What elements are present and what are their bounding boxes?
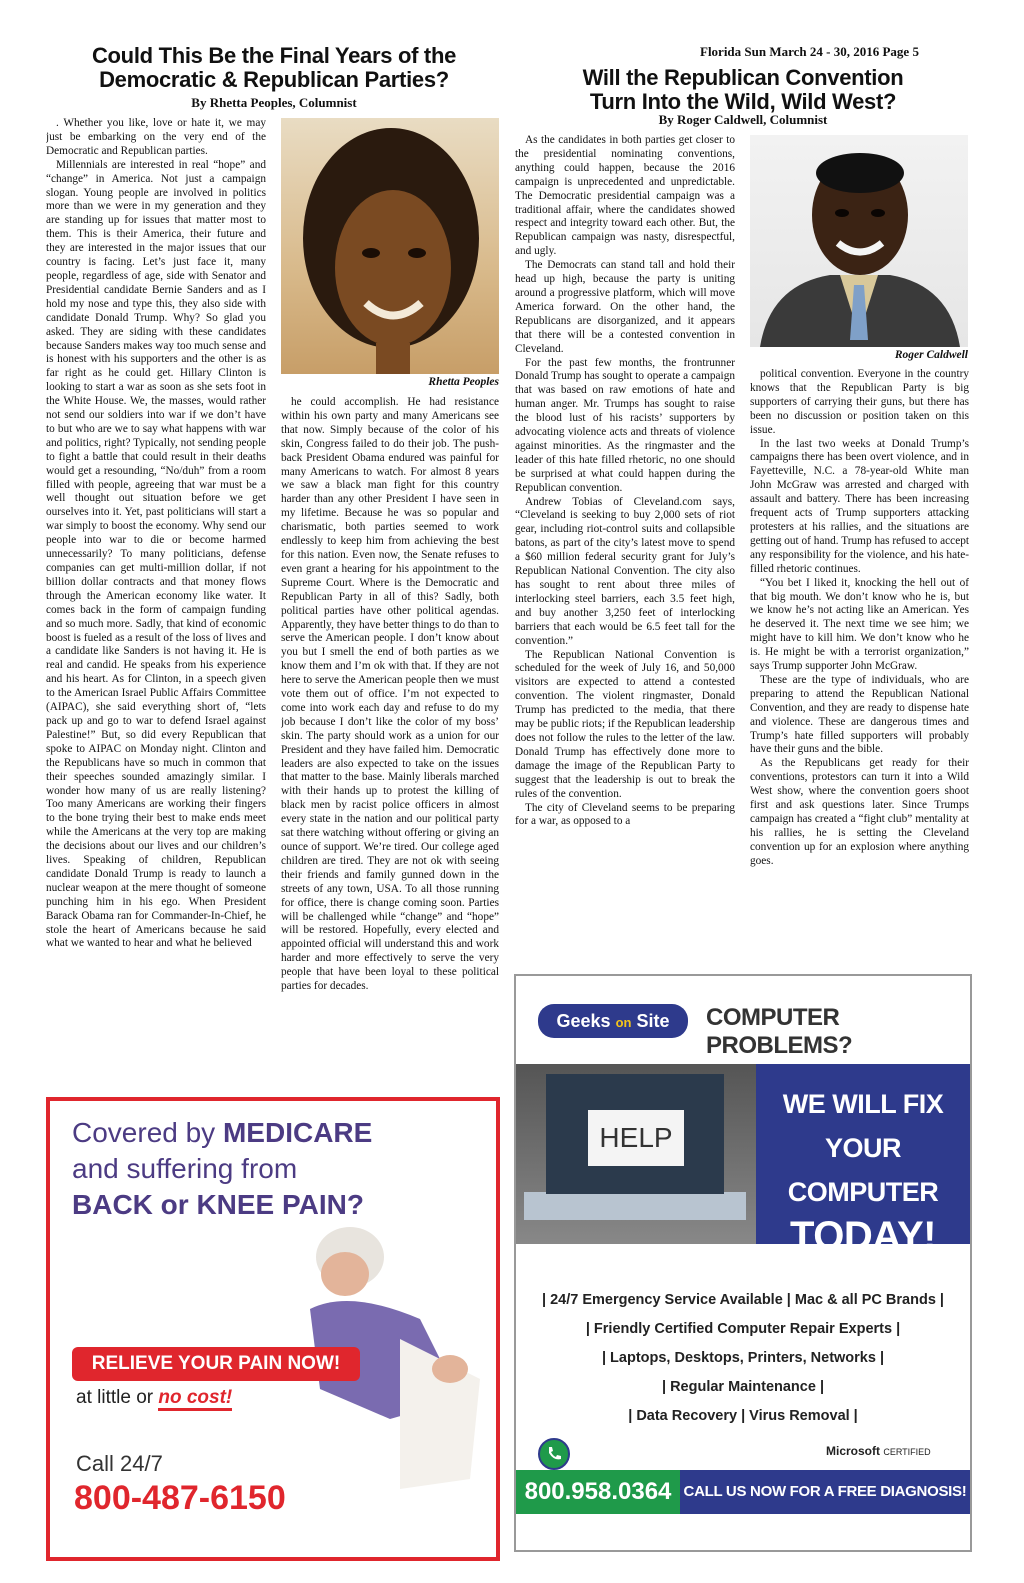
article-paragraph: The Democrats can stand tall and hold their head up high, because the party is uniting around a progressive platform, which will move America forward. On the other hand, the Republicans are disorganized, and it appears that there will be a contested convention in Cleveland. bbox=[515, 259, 735, 355]
medicare-phone[interactable]: 800-487-6150 bbox=[74, 1479, 286, 1517]
laptop-base bbox=[524, 1192, 746, 1220]
relieve-pain-banner[interactable]: RELIEVE YOUR PAIN NOW! bbox=[72, 1347, 360, 1381]
article2-column-2 bbox=[750, 368, 969, 968]
article-paragraph: political convention. Everyone in the country knows that the Republican Party is big supporters of carrying their guns, but there has been no discussion or position taken on this issue. bbox=[750, 368, 969, 436]
medicare-ad-line2: and suffering from bbox=[72, 1153, 298, 1184]
article-paragraph: “You bet I liked it, knocking the hell out of that big mouth. We don’t know who he is, but we know he’s not acting like an American. Yes he deserved it. The next time we see him; we might have to kill him. We don’t know who he is. He might be with a terrorist organization,” says Trump supporter John McGraw. bbox=[750, 576, 969, 673]
services-list bbox=[516, 1286, 970, 1431]
article2-headline-line1: Will the Republican Convention bbox=[582, 65, 904, 90]
article-paragraph: The city of Cleveland seems to be preparing for a war, as opposed to a bbox=[515, 801, 735, 828]
geeks-logo-c: Site bbox=[636, 1011, 670, 1031]
article2-headline bbox=[512, 66, 974, 114]
article1-photo-caption: Rhetta Peoples bbox=[428, 376, 499, 388]
article-paragraph: These are the type of individuals, who are preparing to attend the Republican National Convention, and they are ready to dispense hate and violence. These are dangerous times and Trump’s hate filled supporters will probably have their guns and the bible. bbox=[750, 673, 969, 756]
article-paragraph: As the Republicans get ready for their conventions, protestors can turn it into a Wild West show, where the convention goers shoot first and ask questions later. Since Trumps campaign has created a “fight club” mentality at his rallies, he is setting the Cleveland convention up for an explosion where anything goes. bbox=[750, 757, 969, 867]
article-paragraph: Andrew Tobias of Cleveland.com says, “Cleveland is seeking to buy 2,000 sets of riot gear, including riot-control suits and collapsible batons, as part of the city’s latest move to spend a $60 million federal security grant for July’s Republican National Convention. The city also has sought to rent about three miles of interlocking steel barriers, each 3.5 feet high, and buy another 3,250 feet of interlocking barriers that each would be 6.5 feet tall for the convention.” bbox=[515, 495, 735, 647]
medicare-ad-line3: BACK or KNEE PAIN? bbox=[72, 1189, 364, 1220]
cost-text-a: at little or bbox=[76, 1387, 159, 1408]
service-item: | 24/7 Emergency Service Available | Mac & all PC Brands | bbox=[542, 1292, 944, 1308]
article-paragraph: As the candidates in both parties get closer to the presidential nominating conventions, anything could happen, because the 2016 campaign is unprecedented and unpredictable. The Democratic presidential campaign was a traditional affair, where the candidates showed respect and integrity toward each other. But, the Republican campaign was nasty, disrespectful, and ugly. bbox=[515, 134, 735, 258]
medicare-ad-heading bbox=[72, 1115, 492, 1223]
medicare-ad[interactable] bbox=[46, 1097, 500, 1561]
cost-text-b: no cost! bbox=[158, 1387, 232, 1411]
ms-certified: CERTIFIED bbox=[883, 1447, 931, 1457]
geeks-phone[interactable]: 800.958.0364 bbox=[516, 1470, 680, 1514]
article2-photo-caption: Roger Caldwell bbox=[894, 349, 968, 361]
article1-headline-line2: Democratic & Republican Parties? bbox=[99, 67, 449, 92]
fix-line3: TODAY! bbox=[790, 1214, 936, 1258]
geeks-on-site-ad[interactable] bbox=[514, 974, 972, 1552]
masthead: Florida Sun March 24 - 30, 2016 Page 5 bbox=[700, 44, 919, 59]
geeks-logo-b: on bbox=[615, 1015, 632, 1030]
article-paragraph: Millennials are interested in real “hope” and “change” in America. Not just a campaign slogan. Young people are involved in politics more than we were in my generation and they are standing up for issues that matter most to them. This is their America, their future and they are interested in the major issues that our country is facing. Let’s just face it, many people, regardless of age, side with Senator and Presidential candidate Bernie Sanders and as I hold my nose and type this, they also side with candidate Donald Trump. Why? So glad you asked. They are siding with these candidates because Sanders makes way too much sense and is honest with his supporters and the other is as far right as he could get. Hillary Clinton is looking to start a war as soon as she sets foot in the White House. We, the masses, would rather not send our soldiers into war if we don’t have to but who are we to say what happens with war and politics, right? Typically, not sending people to fight a battle that could result in their deaths would get a resounding, “No/duh” from a room filled with people, agreeing that war must be a well thought out situation before we get ourselves into it. Yet, past politicians will start a war simply to boost the economy. Why send our people into war to die or become harmed unnecessarily? To many politicians, defense companies can get multi-million dollar, if not billion dollar contracts and that money flows through the American economy like water. It comes back in the form of campaign funding and so much more. Sadly, that kind of economic boost is fueled as a result of the loss of lives and a candidate like Sanders is not having it. He is real and candid. He speaks from his experience and his heart. As for Clinton, in a speech given to the American Israel Public Affairs Committee (AIPAC), she said everything short of, “lets pack up and go to war to defend Israel against Palestine!” But, so did every Republican that spoke to AIPAC on Monday night. Clinton and the Republicans have so much in common that their speeches sounded amazingly similar. I wonder how many of us are really listening? Too many Americans are working their fingers to the bone trying their best to make ends meet while the Americans at the very top are making the decisions about our lives and our children’s lives. Speaking of children, Republican candidate Donald Trump is ready to launch a nuclear weapon at the mere thought of someone punching him in his ego. When President Barack Obama ran for Commander-In-Chief, he stole the heart of Americans because he said what we wanted to hear and what he believed bbox=[46, 158, 266, 950]
free-diagnosis-cta[interactable]: CALL US NOW FOR A FREE DIAGNOSIS! bbox=[680, 1470, 970, 1514]
article-paragraph: The Republican National Convention is scheduled for the week of July 16, and 50,000 visitors are expected to attend a contested convention. The violent ringmaster, Donald Trump has predicted to the media, that there may be public riots; if the Republican leadership does not follow the rules to the letter of the law. Donald Trump has effectively done more to damage the image of the Republican Party to suggest that the leadership is out to break the rules of the convention. bbox=[515, 648, 735, 800]
article2-column-1 bbox=[515, 134, 735, 968]
ms-brand: Microsoft bbox=[826, 1444, 880, 1458]
geeks-logo[interactable] bbox=[538, 1004, 688, 1038]
help-photo bbox=[516, 1064, 756, 1244]
article1-byline: By Rhetta Peoples, Columnist bbox=[191, 95, 357, 110]
service-item: | Laptops, Desktops, Printers, Networks | bbox=[601, 1350, 885, 1366]
fix-line1: WE WILL FIX bbox=[782, 1089, 944, 1119]
medicare-ad-cost bbox=[76, 1387, 232, 1409]
medicare-call-label: Call 24/7 bbox=[76, 1451, 163, 1476]
article2-byline: By Roger Caldwell, Columnist bbox=[658, 112, 828, 127]
medicare-ad-line1 bbox=[72, 1115, 492, 1151]
help-sign: HELP bbox=[588, 1110, 684, 1166]
article-paragraph: In the last two weeks at Donald Trump’s campaigns there has been overt violence, and in Fayetteville, N.C. a 78-year-old White man John McGraw was arrested and charged with assault and battery. There has been increasing frequent acts of Trump supporters attacking protesters at his rallies, and the situations are getting out of hand. Trump has refused to accept any responsibility for the violence, and his hate-filled rhetoric continues. bbox=[750, 437, 969, 575]
phone-icon bbox=[538, 1438, 570, 1470]
geeks-logo-a: Geeks bbox=[556, 1011, 611, 1031]
article1-column-1 bbox=[46, 117, 266, 1092]
article2-headline-line2: Turn Into the Wild, Wild West? bbox=[589, 89, 897, 114]
medicare-ad-line1-b: MEDICARE bbox=[222, 1117, 373, 1148]
article1-column-2 bbox=[281, 396, 499, 1092]
rhetta-peoples-photo bbox=[281, 118, 499, 374]
service-item: | Data Recovery | Virus Removal | bbox=[628, 1408, 858, 1424]
service-item: | Friendly Certified Computer Repair Experts | bbox=[585, 1321, 901, 1337]
portrait-man-icon bbox=[750, 135, 968, 347]
roger-caldwell-photo bbox=[750, 135, 968, 347]
service-item: | Regular Maintenance | bbox=[661, 1379, 824, 1395]
article1-headline-line1: Could This Be the Final Years of the bbox=[91, 43, 457, 68]
article-paragraph: For the past few months, the frontrunner Donald Trump has sought to operate a campaign that was based on raw emotions of hate and human anger. Mr. Trumps has sought to raise the blood lust of his racists’ supporters by advocating violence acts and threats of violence against minorities. As the ringmaster and the leader of this hate filled rhetoric, no one should be surprised at what could happen during the Republican convention. bbox=[515, 356, 735, 494]
computer-problems-heading: COMPUTER PROBLEMS? bbox=[706, 1004, 853, 1059]
microsoft-certified bbox=[826, 1444, 931, 1458]
fix-panel bbox=[756, 1064, 970, 1258]
medicare-ad-line1-a: Covered by bbox=[72, 1117, 223, 1148]
portrait-woman-icon bbox=[281, 118, 499, 374]
article1-headline bbox=[46, 44, 502, 92]
article-paragraph: . Whether you like, love or hate it, we may just be embarking on the very end of the Democratic and Republican parties. bbox=[46, 117, 266, 157]
article-paragraph: he could accomplish. He had resistance within his own party and many Americans see that now. Simply because of the color of his skin, Congress failed to do their job. The push-back President Obama endured was painful for many Americans to watch. For almost 8 years we saw a black man fight for this country harder than any other President I have seen in my lifetime. Because he was so popular and charismatic, both parties seemed to work endlessly to keep him from achieving the best for this nation. Even now, the Senate refuses to even grant a hearing for his appointment to the Supreme Court. Where is the Democratic and Republican Party in all of this? Sadly, both political parties have other political agendas. Apparently, they have better things to do than to serve the American people. I don’t know about you but I smell the end of both parties as we know them and I’m ok with that. If they are not here to serve the American people then we must vote them out of office. I’m not expected to come into work each day and refuse to do my job because I don’t like the color of my boss’ skin. The party should work as a union for our President and they have failed him. Democratic leaders are also expected to take on the issues that matter to the base. Mainly liberals marched with their hands up to protest the killing of black men by racist police officers in almost every state in the nation and our political party sat there watching without offering or giving an ounce of support. We’re tired. Our college aged children are tired. They are not ok with seeing their friends and family gunned down in the streets of any town, USA. To all those running for office, there is change coming soon. Parties will be challenged while “change” and “hope” will be restored. Hopefully, every elected and appointed official will understand this and work harder and more effectively to serve the very people that have been loyal to these political parties for decades. bbox=[281, 396, 499, 993]
fix-line2: YOUR COMPUTER bbox=[787, 1133, 939, 1207]
